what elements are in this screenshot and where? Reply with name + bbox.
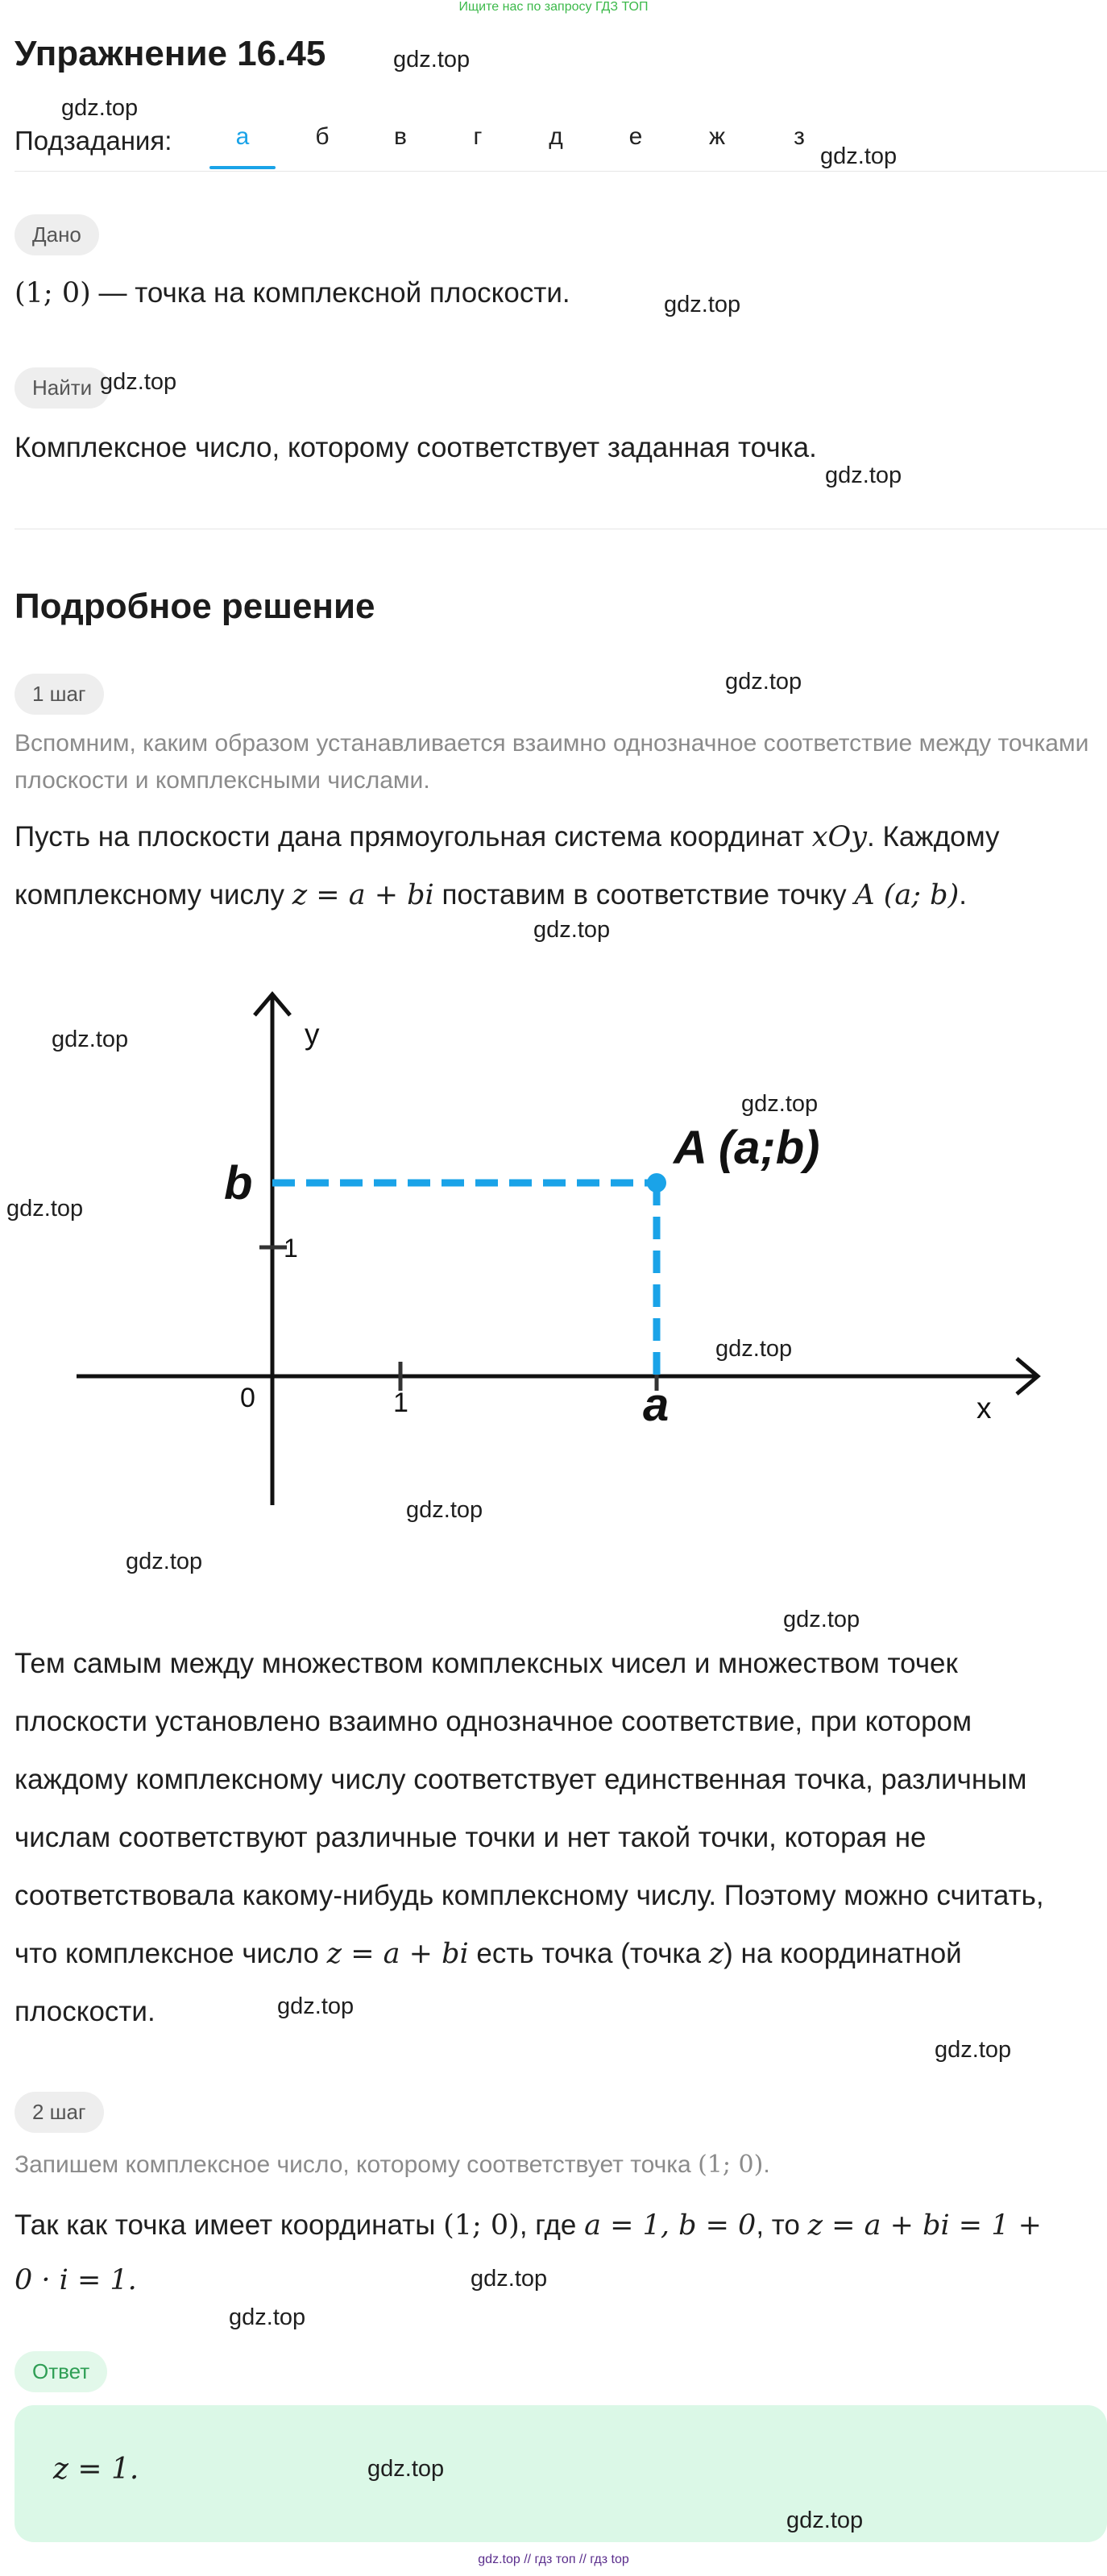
point-label: A (a;b) [674, 1122, 820, 1174]
tab-zh[interactable]: ж [708, 123, 726, 150]
top-banner[interactable]: Ищите нас по запросу ГДЗ ТОП [458, 0, 649, 14]
tab-a[interactable]: а [235, 123, 250, 150]
watermark: gdz.top [741, 1091, 819, 1117]
tab-d[interactable]: д [549, 123, 563, 150]
watermark: gdz.top [786, 2508, 864, 2533]
page-title: Упражнение 16.45 [15, 34, 326, 73]
y-axis-label: y [305, 1018, 320, 1051]
given-text: — точка на комплексной плоскости. [90, 277, 570, 309]
watermark: gdz.top [825, 463, 902, 488]
watermark: gdz.top [100, 369, 177, 395]
step2-line1-math2: a = 1, b = 0 [584, 2209, 757, 2242]
complex-plane-graph [0, 967, 1107, 1531]
step2-line1-a: Так как точка имеет координаты [15, 2209, 444, 2241]
explanation-paragraph [15, 1635, 1094, 2041]
tab-g[interactable]: г [473, 123, 483, 150]
explanation-line-6-b: есть точка (точка [468, 1938, 709, 1969]
step2-line1-c: , то [756, 2209, 808, 2241]
explanation-line-5: соответствовала какому-нибудь комплексному числу. Поэтому можно считать, [15, 1880, 1044, 1911]
given-statement [15, 277, 570, 309]
explanation-line-6-math2: z [708, 1938, 724, 1970]
step1-hint: Вспомним, каким образом устанавливается взаимно однозначное соответствие между точками плоскости и комплексными числами. [15, 730, 1089, 794]
step2-line1-b: , где [519, 2209, 585, 2241]
explanation-line-7: плоскости. [15, 1996, 155, 2027]
step1-line1-text: Пусть на плоскости дана прямоугольная система координат [15, 821, 812, 852]
step1-line1-math: xOy [811, 821, 867, 853]
given-math: (1; 0) [15, 277, 91, 309]
step2-hint [15, 2147, 770, 2184]
watermark: gdz.top [126, 1549, 203, 1574]
answer-badge: Ответ [15, 2351, 107, 2392]
y-tick-label: 1 [284, 1234, 298, 1263]
step2-line1 [15, 2209, 1042, 2242]
watermark: gdz.top [533, 917, 611, 943]
step1-badge: 1 шаг [15, 674, 104, 715]
find-statement: Комплексное число, которому соответствует заданная точка. [15, 432, 817, 463]
step1-line2 [15, 879, 967, 911]
watermark: gdz.top [6, 1196, 84, 1222]
tab-z[interactable]: з [794, 123, 805, 150]
step2-badge: 2 шаг [15, 2092, 104, 2133]
step1-line2-mid: поставим в соответствие точку [433, 879, 855, 911]
step2-line1-math3: z = a + bi = 1 + [807, 2209, 1042, 2242]
watermark: gdz.top [664, 292, 741, 317]
step1-line1-end: . Каждому [867, 821, 1000, 852]
explanation-line-3: каждому комплексному числу соответствует единственная точка, различным [15, 1764, 1027, 1795]
watermark: gdz.top [61, 95, 139, 121]
watermark: gdz.top [935, 2037, 1012, 2063]
tab-v[interactable]: в [394, 123, 407, 150]
explanation-line-6-c: ) на координатной [723, 1938, 962, 1969]
solution-heading: Подробное решение [15, 587, 375, 626]
explanation-line-6 [15, 1925, 1094, 1983]
footer-links[interactable]: gdz.top // гдз топ // гдз top [478, 2553, 629, 2566]
answer-box [15, 2405, 1107, 2542]
explanation-line-6-math: z = a + bi [326, 1938, 469, 1970]
watermark: gdz.top [367, 2456, 445, 2482]
explanation-line-1: Тем самым между множеством комплексных чисел и множеством точек [15, 1648, 958, 1679]
answer-math: z = 1. [53, 2453, 139, 2486]
watermark: gdz.top [471, 2266, 548, 2292]
a-label: a [643, 1379, 670, 1431]
subtasks-label: Подзадания: [15, 126, 172, 156]
watermark: gdz.top [725, 669, 802, 695]
watermark: gdz.top [229, 2304, 306, 2330]
step1-line2-math2: A (a; b) [854, 879, 960, 911]
step2-hint-text: Запишем комплексное число, которому соответствует точка [15, 2151, 699, 2178]
x-axis-label: x [976, 1392, 992, 1425]
watermark: gdz.top [52, 1027, 129, 1052]
watermark: gdz.top [277, 1993, 354, 2019]
watermark: gdz.top [406, 1497, 483, 1523]
point-a [647, 1173, 666, 1193]
tab-b[interactable]: б [315, 123, 330, 150]
tab-e[interactable]: е [628, 123, 643, 150]
step1-line2-end: . [959, 879, 967, 911]
explanation-line-2: плоскости установлено взаимно однозначное соответствие, при котором [15, 1706, 972, 1737]
step2-line2-math: 0 · i = 1. [15, 2264, 137, 2296]
step1-line1 [15, 821, 1000, 853]
watermark: gdz.top [783, 1607, 860, 1632]
watermark: gdz.top [820, 143, 898, 169]
x-tick-label: 1 [393, 1388, 408, 1418]
watermark: gdz.top [715, 1336, 793, 1362]
explanation-line-6-a: что комплексное число [15, 1938, 327, 1969]
find-badge: Найти [15, 367, 110, 409]
step2-line1-math: (1; 0) [443, 2209, 520, 2242]
active-tab-indicator [209, 166, 276, 169]
watermark: gdz.top [393, 47, 471, 73]
origin-label: 0 [240, 1383, 255, 1413]
step1-line2-math: z = a + bi [292, 879, 434, 911]
given-badge: Дано [15, 214, 99, 255]
step2-hint-math: (1; 0) [698, 2151, 764, 2179]
step1-line2-text: комплексному числу [15, 879, 292, 911]
tabs-divider [15, 171, 1107, 172]
step2-hint-end: . [763, 2151, 770, 2178]
explanation-line-4: числам соответствуют различные точки и нет такой точки, которая не [15, 1822, 927, 1853]
b-label: b [224, 1157, 253, 1209]
